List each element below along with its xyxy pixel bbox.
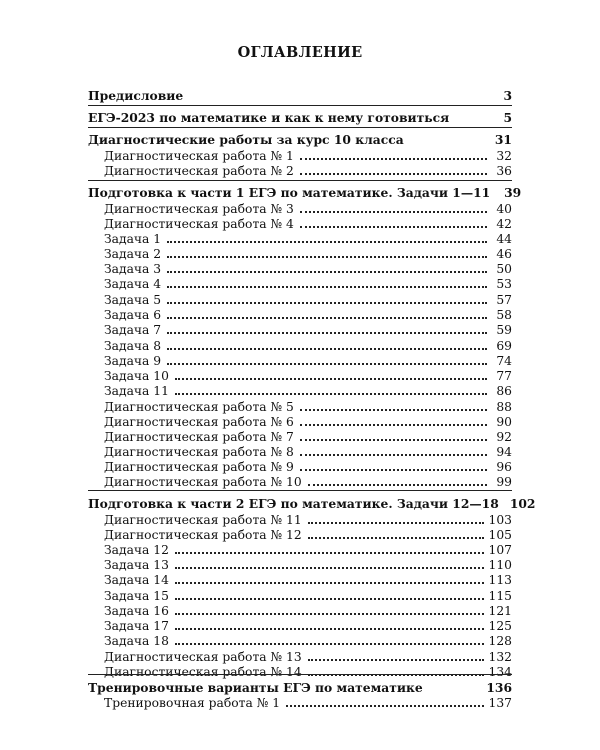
toc-entry-label: Предисловие bbox=[88, 88, 184, 103]
toc-entry bbox=[88, 474, 512, 490]
toc-page-number: 74 bbox=[496, 354, 512, 368]
dot-leader bbox=[300, 424, 487, 426]
toc-page-number: 44 bbox=[496, 232, 512, 246]
toc-entry-label: Диагностическая работа № 11 bbox=[104, 513, 302, 527]
toc-entry bbox=[88, 633, 512, 649]
page-title: ОГЛАВЛЕНИЕ bbox=[237, 44, 363, 61]
toc-entry bbox=[88, 414, 512, 430]
toc-entry-label: Тренировочные варианты ЕГЭ по математике bbox=[88, 680, 423, 695]
toc-entry-label: Задача 9 bbox=[104, 354, 162, 368]
dot-leader bbox=[175, 393, 487, 395]
toc-entry bbox=[88, 649, 512, 665]
toc-page-number: 113 bbox=[488, 573, 512, 587]
toc-entry-label: Диагностическая работа № 14 bbox=[104, 665, 302, 679]
dot-leader bbox=[300, 173, 487, 175]
toc-entry bbox=[88, 399, 512, 415]
toc-entry bbox=[88, 353, 512, 369]
toc-entry bbox=[88, 383, 512, 399]
toc-page-number: 53 bbox=[496, 277, 512, 291]
toc-page-number: 96 bbox=[496, 460, 512, 474]
toc-entry bbox=[88, 527, 512, 543]
toc-entry-label: Задача 3 bbox=[104, 262, 162, 276]
toc-page-number: 136 bbox=[486, 680, 512, 695]
dot-leader bbox=[300, 158, 487, 160]
dot-leader bbox=[308, 522, 484, 524]
toc-page-number: 92 bbox=[496, 430, 512, 444]
toc-entry-label: ЕГЭ-2023 по математике и как к нему готовиться bbox=[88, 110, 450, 125]
toc-page-number: 69 bbox=[496, 339, 512, 353]
toc-entry-label: Задача 16 bbox=[104, 604, 169, 618]
toc-entry-label: Подготовка к части 1 ЕГЭ по математике. Задачи 1—11 bbox=[88, 185, 491, 200]
section-divider bbox=[88, 490, 512, 491]
toc-entry-label: Диагностическая работа № 3 bbox=[104, 202, 294, 216]
dot-leader bbox=[175, 582, 484, 584]
dot-leader bbox=[167, 286, 487, 288]
dot-leader bbox=[300, 211, 487, 213]
toc-entry-label: Задача 12 bbox=[104, 543, 169, 557]
toc-page-number: 3 bbox=[503, 88, 512, 103]
toc-entry bbox=[88, 695, 512, 711]
dot-leader bbox=[175, 643, 484, 645]
toc-page-number: 42 bbox=[496, 217, 512, 231]
toc-page-number: 103 bbox=[488, 513, 512, 527]
toc-entry-label: Диагностические работы за курс 10 класса bbox=[88, 132, 404, 147]
toc-page-number: 90 bbox=[496, 415, 512, 429]
toc-entry-label: Диагностическая работа № 10 bbox=[104, 475, 302, 489]
toc-entry-label: Подготовка к части 2 ЕГЭ по математике. Задачи 12—18 bbox=[88, 496, 499, 511]
toc-entry bbox=[88, 542, 512, 558]
dot-leader bbox=[167, 317, 487, 319]
dot-leader bbox=[175, 628, 484, 630]
dot-leader bbox=[175, 552, 484, 554]
toc-section-entry bbox=[88, 185, 522, 201]
toc-entry bbox=[88, 307, 512, 323]
toc-entry-label: Диагностическая работа № 2 bbox=[104, 164, 294, 178]
dot-leader bbox=[286, 705, 483, 707]
toc-entry-label: Задача 11 bbox=[104, 384, 169, 398]
toc-entry bbox=[88, 572, 512, 588]
toc-page-number: 57 bbox=[496, 293, 512, 307]
toc-entry bbox=[88, 276, 512, 292]
toc-entry-label: Задача 6 bbox=[104, 308, 162, 322]
toc-entry-label: Диагностическая работа № 7 bbox=[104, 430, 294, 444]
toc-section-entry bbox=[88, 88, 512, 104]
toc-entry bbox=[88, 231, 512, 247]
toc-entry-label: Задача 5 bbox=[104, 293, 162, 307]
toc-page-number: 94 bbox=[496, 445, 512, 459]
dot-leader bbox=[175, 378, 487, 380]
dot-leader bbox=[175, 613, 484, 615]
toc-page-number: 88 bbox=[496, 400, 512, 414]
toc-entry bbox=[88, 588, 512, 604]
toc-page-number: 36 bbox=[496, 164, 512, 178]
toc-entry bbox=[88, 148, 512, 164]
toc-entry-label: Диагностическая работа № 8 bbox=[104, 445, 294, 459]
toc-entry bbox=[88, 459, 512, 475]
toc-entry bbox=[88, 163, 512, 179]
toc-entry-label: Тренировочная работа № 1 bbox=[104, 696, 281, 710]
toc-entry-label: Задача 8 bbox=[104, 339, 162, 353]
toc-page-number: 121 bbox=[488, 604, 512, 618]
toc-entry bbox=[88, 338, 512, 354]
toc-page-number: 105 bbox=[488, 528, 512, 542]
dot-leader bbox=[175, 598, 484, 600]
toc-section-entry bbox=[88, 110, 512, 126]
section-divider bbox=[88, 180, 512, 181]
toc-entry bbox=[88, 618, 512, 634]
toc-entry bbox=[88, 261, 512, 277]
toc-entry-label: Диагностическая работа № 12 bbox=[104, 528, 302, 542]
toc-page-number: 132 bbox=[488, 650, 512, 664]
toc-page-number: 134 bbox=[488, 665, 512, 679]
section-divider bbox=[88, 674, 512, 675]
dot-leader bbox=[167, 241, 487, 243]
toc-page-number: 46 bbox=[496, 247, 512, 261]
toc-entry-label: Задача 1 bbox=[104, 232, 162, 246]
toc-entry bbox=[88, 603, 512, 619]
toc-entry-label: Диагностическая работа № 6 bbox=[104, 415, 294, 429]
toc-page-number: 125 bbox=[488, 619, 512, 633]
toc-entry-label: Диагностическая работа № 9 bbox=[104, 460, 294, 474]
toc-page-number: 107 bbox=[488, 543, 512, 557]
toc-entry bbox=[88, 429, 512, 445]
toc-entry-label: Задача 18 bbox=[104, 634, 169, 648]
dot-leader bbox=[167, 332, 487, 334]
dot-leader bbox=[167, 271, 487, 273]
dot-leader bbox=[308, 659, 484, 661]
toc-entry-label: Диагностическая работа № 4 bbox=[104, 217, 294, 231]
toc-entry bbox=[88, 246, 512, 262]
toc-entry bbox=[88, 512, 512, 528]
toc-page-number: 32 bbox=[496, 149, 512, 163]
section-divider bbox=[88, 105, 512, 106]
toc-entry-label: Задача 2 bbox=[104, 247, 162, 261]
toc-entry-label: Диагностическая работа № 1 bbox=[104, 149, 294, 163]
toc-section-entry bbox=[88, 132, 512, 148]
toc-page-number: 40 bbox=[496, 202, 512, 216]
toc-entry bbox=[88, 557, 512, 573]
toc-page-number: 59 bbox=[496, 323, 512, 337]
dot-leader bbox=[308, 484, 487, 486]
toc-entry-label: Задача 13 bbox=[104, 558, 169, 572]
toc-page-number: 5 bbox=[503, 110, 512, 125]
dot-leader bbox=[300, 439, 487, 441]
toc-page-number: 50 bbox=[496, 262, 512, 276]
toc-page-number: 58 bbox=[496, 308, 512, 322]
toc-entry bbox=[88, 216, 512, 232]
section-divider bbox=[88, 127, 512, 128]
toc-page-number: 31 bbox=[494, 132, 512, 147]
toc-entry bbox=[88, 201, 512, 217]
toc-entry-label: Диагностическая работа № 13 bbox=[104, 650, 302, 664]
toc-entry-label: Задача 10 bbox=[104, 369, 169, 383]
toc-page-number: 110 bbox=[488, 558, 512, 572]
toc-section-entry bbox=[88, 496, 536, 512]
toc-page-number: 39 bbox=[504, 185, 522, 200]
dot-leader bbox=[308, 537, 484, 539]
dot-leader bbox=[300, 409, 487, 411]
toc-page-number: 86 bbox=[496, 384, 512, 398]
dot-leader bbox=[167, 348, 487, 350]
toc-section-entry bbox=[88, 680, 512, 696]
toc-page-number: 102 bbox=[509, 496, 536, 511]
toc-entry-label: Задача 17 bbox=[104, 619, 169, 633]
toc-page-number: 128 bbox=[488, 634, 512, 648]
toc-page-number: 137 bbox=[488, 696, 512, 710]
dot-leader bbox=[175, 567, 484, 569]
toc-entry bbox=[88, 322, 512, 338]
dot-leader bbox=[300, 226, 487, 228]
dot-leader bbox=[167, 256, 487, 258]
toc-entry bbox=[88, 368, 512, 384]
dot-leader bbox=[300, 469, 487, 471]
dot-leader bbox=[167, 302, 487, 304]
toc-entry-label: Задача 14 bbox=[104, 573, 169, 587]
toc-page-number: 115 bbox=[488, 589, 512, 603]
dot-leader bbox=[300, 454, 487, 456]
toc-entry bbox=[88, 444, 512, 460]
toc-page-number: 99 bbox=[496, 475, 512, 489]
toc-entry-label: Задача 7 bbox=[104, 323, 162, 337]
toc-entry-label: Задача 4 bbox=[104, 277, 162, 291]
dot-leader bbox=[167, 363, 487, 365]
toc-entry bbox=[88, 664, 512, 680]
toc-page-number: 77 bbox=[496, 369, 512, 383]
toc-entry-label: Диагностическая работа № 5 bbox=[104, 400, 294, 414]
toc-entry-label: Задача 15 bbox=[104, 589, 169, 603]
toc-entry bbox=[88, 292, 512, 308]
